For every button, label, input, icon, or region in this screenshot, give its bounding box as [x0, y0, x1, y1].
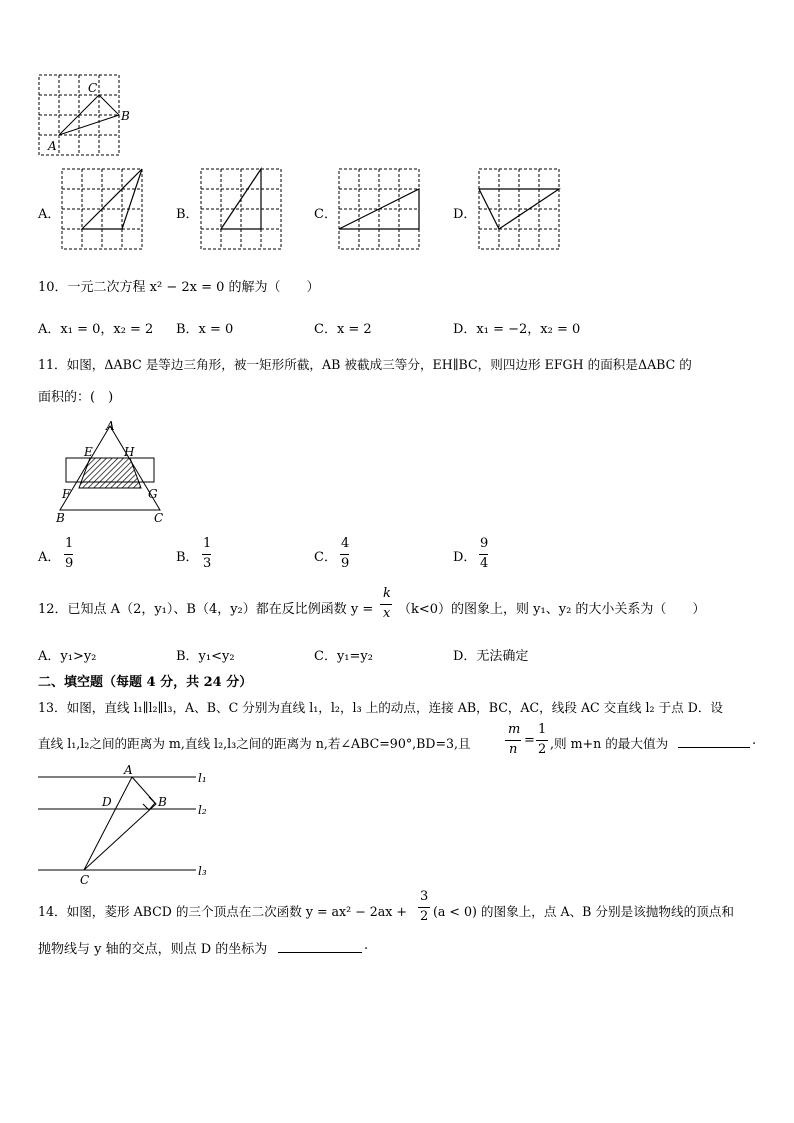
q9-main-figure: [38, 74, 130, 158]
q10-option-a[interactable]: A．x₁ = 0，x₂ = 2: [38, 322, 154, 337]
q11-label-b: B: [56, 511, 65, 525]
q12-frac-den: x: [383, 606, 391, 621]
q14-frac-den: 2: [420, 909, 429, 924]
q10-option-c[interactable]: C．x = 2: [314, 322, 372, 337]
q13-label-d: D: [102, 795, 112, 809]
q14-answer-blank[interactable]: [278, 938, 362, 953]
q13-label-l3: l₃: [198, 864, 207, 878]
section2-title: 二、填空题（每题 4 分，共 24 分）: [38, 675, 253, 690]
q11-option-b-den: 3: [203, 556, 212, 571]
q10-stem: 10．一元二次方程 x² − 2x = 0 的解为（ ）: [38, 280, 320, 295]
q13-right-angle-mark: [143, 797, 155, 810]
q11-option-c-den: 9: [341, 556, 350, 571]
q13-eq: =: [524, 733, 535, 748]
q9-option-d-label: D．: [453, 207, 477, 222]
q12-stem-a: 12．已知点 A（2，y₁）、B（4，y₂）都在反比例函数 y =: [38, 602, 374, 617]
q13-frac2-bar: [536, 740, 548, 741]
q9-option-a-triangle: [82, 169, 142, 229]
q13-line2-a: 直线 l₁,l₂之间的距离为 m,直线 l₂,l₃之间的距离为 n,若∠ABC=90°,BD=3,且: [38, 736, 471, 751]
q9-label-a: A: [48, 139, 57, 153]
q13-triangle: [84, 777, 156, 870]
q13-frac2-num: 1: [538, 722, 547, 737]
q13-figure: [36, 762, 226, 888]
q11-option-a-bar: [64, 554, 73, 555]
q13-label-b: B: [158, 795, 167, 809]
q11-option-b-letter: B．: [176, 550, 199, 565]
q11-stem-line1: 11．如图，ΔABC 是等边三角形，被一矩形所截，AB 被截成三等分，EH∥BC，则四边形 EFGH 的面积是ΔABC 的: [38, 357, 692, 372]
q13-frac1-bar: [505, 740, 521, 741]
q11-label-c: C: [154, 511, 164, 525]
q12-stem-b: （k<0）的图象上，则 y₁、y₂ 的大小关系为（ ）: [398, 602, 706, 617]
q14-line2-a: 抛物线与 y 轴的交点，则点 D 的坐标为: [38, 942, 268, 957]
q9-option-a-label: A．: [38, 207, 61, 222]
q11-option-b-bar: [202, 554, 211, 555]
q14-line1-b: (a < 0) 的图象上，点 A、B 分别是该抛物线的顶点和: [433, 904, 734, 919]
q11-stem-line2: 面积的：( ): [38, 390, 114, 405]
q13-line2-end: .: [752, 733, 757, 748]
q13-frac1-num: m: [508, 722, 521, 737]
q9-option-a-figure[interactable]: [61, 168, 145, 252]
q10-option-b[interactable]: B．x = 0: [176, 322, 234, 337]
q12-option-d[interactable]: D．无法确定: [453, 649, 529, 664]
q11-label-f: F: [62, 487, 71, 501]
q14-frac-bar: [418, 907, 430, 908]
q11-option-a-den: 9: [65, 556, 74, 571]
q9-option-d-figure[interactable]: [478, 168, 562, 252]
q9-option-b-figure[interactable]: [200, 168, 284, 252]
q12-frac-num: k: [383, 586, 391, 601]
q9-label-b: B: [121, 109, 130, 123]
q11-option-c-bar: [340, 554, 349, 555]
q11-label-e: E: [84, 445, 93, 459]
q11-option-d-num: 9: [480, 536, 489, 551]
q13-line2-b: ,则 m+n 的最大值为: [550, 736, 669, 751]
q9-option-c-figure[interactable]: [338, 168, 422, 252]
q12-option-b[interactable]: B．y₁<y₂: [176, 649, 235, 664]
q11-option-d-bar: [479, 554, 488, 555]
q12-option-c[interactable]: C．y₁=y₂: [314, 649, 373, 664]
q11-option-d-den: 4: [480, 556, 489, 571]
q13-frac1-den: n: [509, 742, 518, 757]
q11-option-c-letter: C．: [314, 550, 337, 565]
q14-frac-num: 3: [420, 889, 429, 904]
q11-option-a-letter: A．: [38, 550, 61, 565]
q11-option-b-num: 1: [203, 536, 212, 551]
q11-option-d-letter: D．: [453, 550, 477, 565]
q12-frac-bar: [380, 604, 392, 605]
q13-label-a: A: [124, 763, 133, 777]
q11-label-g: G: [148, 487, 158, 501]
q13-label-l2: l₂: [198, 803, 207, 817]
q10-option-d[interactable]: D．x₁ = −2，x₂ = 0: [453, 322, 581, 337]
q14-line1-a: 14．如图，菱形 ABCD 的三个顶点在二次函数 y = ax² − 2ax +: [38, 904, 407, 919]
q9-option-c-label: C．: [314, 207, 337, 222]
q11-figure: [50, 418, 180, 528]
q13-frac2-den: 2: [538, 742, 547, 757]
q11-label-h: H: [124, 445, 135, 459]
q13-label-c: C: [80, 873, 90, 887]
q11-option-c-num: 4: [341, 536, 350, 551]
q9-option-b-label: B．: [176, 207, 199, 222]
q13-line1: 13．如图，直线 l₁∥l₂∥l₃，A、B、C 分别为直线 l₁，l₂，l₃ 上的动点，连接 AB，BC，AC，线段 AC 交直线 l₂ 于点 D．设: [38, 700, 724, 715]
q13-answer-blank[interactable]: [678, 733, 750, 748]
q11-option-a-num: 1: [65, 536, 74, 551]
q11-label-a: A: [106, 419, 115, 433]
q12-option-a[interactable]: A．y₁>y₂: [38, 649, 97, 664]
q9-label-c: C: [88, 81, 98, 95]
q14-line2-end: .: [364, 938, 369, 953]
q13-label-l1: l₁: [198, 771, 207, 785]
